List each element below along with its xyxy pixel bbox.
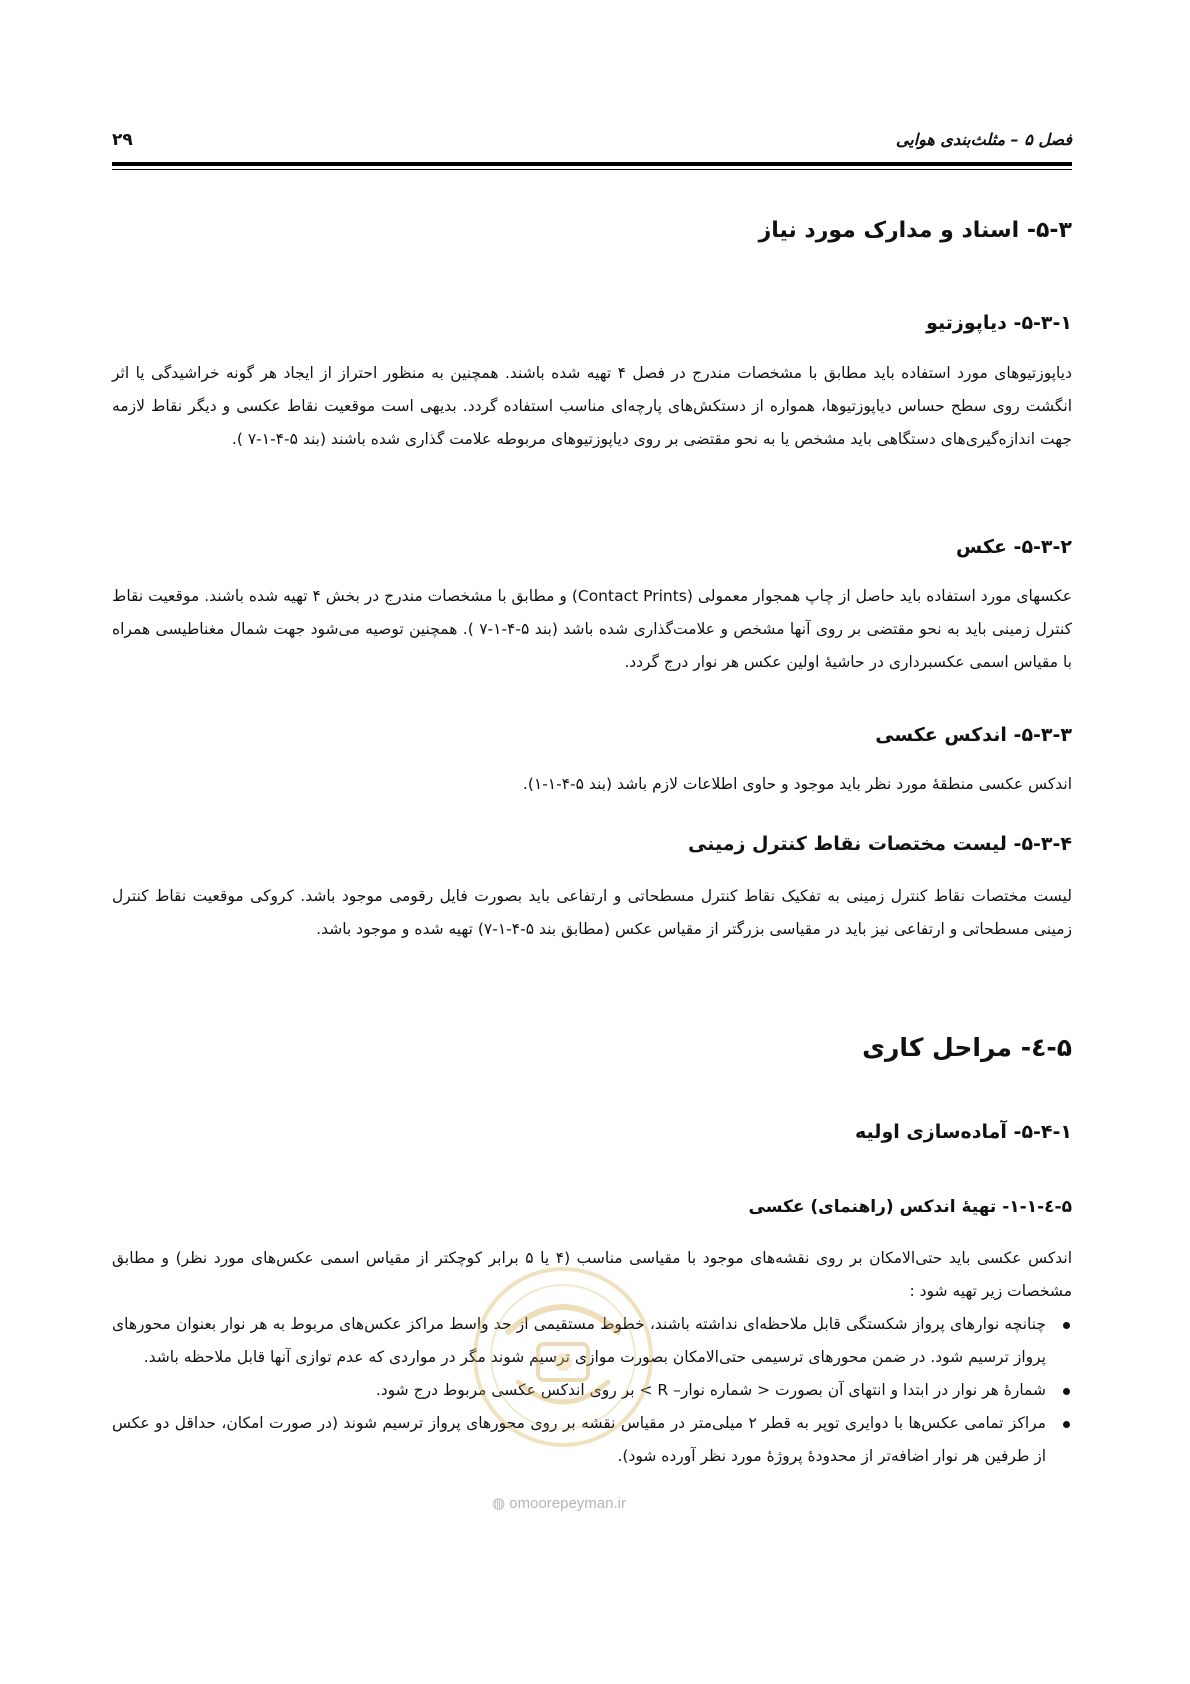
bullet-icon [1063, 1388, 1070, 1395]
paragraph-5-3-4 [112, 880, 1072, 946]
list-item-text: شمارهٔ هر نوار در ابتدا و انتهای آن بصورت < شماره نوار– R > بر روی اندکس عکسی مربوط درج شود. [375, 1381, 1046, 1399]
subsection-heading-5-3-1: ۵-۳-۱- دیاپوزتیو [926, 312, 1072, 334]
chapter-title: فصل ۵ – مثلث‌بندی هوایی [895, 130, 1072, 149]
list-item-text: مراکز تمامی عکس‌ها با دوایری توپر به قطر ۲ میلی‌متر در مقیاس نقشه بر روی محورهای پرواز ترسیم شوند (در صورت امکان، حداقل دو عکس از طرفین هر نوار اضافه‌تر از محدودهٔ پروژهٔ مورد نظر آورده شود). [112, 1414, 1046, 1465]
watermark-seal-icon [468, 1262, 658, 1452]
bullet-icon [1063, 1421, 1070, 1428]
paragraph-5-3-3 [112, 768, 1072, 801]
section-heading-5-4: ۵-٤- مراحل کاری [862, 1033, 1072, 1062]
bullet-icon [1063, 1322, 1070, 1329]
page-number: ۲۹ [112, 130, 133, 150]
paragraph-text: اندکس عکسی باید حتی‌الامکان بر روی نقشه‌های موجود با مقیاسی مناسب (۴ یا ۵ برابر کوچکتر از مقیاس اسمی عکس‌های مورد نظر) و مطابق مشخصات زیر تهیه شود : [112, 1249, 1073, 1300]
paragraph-text: دیاپوزتیوهای مورد استفاده باید مطابق با مشخصات مندرج در فصل ۴ تهیه شده باشند. همچنین به منظور احتراز از ایجاد هر گونه خراشیدگی یا اثر انگشت روی سطح حساس دیاپوزتیوها، همواره از دستکش‌های پارچه‌ای مناسب استفاده گردد. بدیهی است موقعیت نقاط عکسی و دیگر نقاط لازمه جهت اندازه‌گیری‌های دستگاهی باید مشخص یا به نحو مقتضی بر روی دیاپوزتیوهای مربوطه علامت گذاری شده باشند (بند ۵-۴-۱-۷ ). [112, 364, 1072, 448]
running-header [112, 130, 1072, 156]
paragraph-text: عکسهای مورد استفاده باید حاصل از چاپ همجوار معمولی (Contact Prints) و مطابق با مشخصات مندرج در بخش ۴ تهیه شده باشند. موقعیت نقاط کنترل زمینی باید به نحو مقتضی بر روی آنها مشخص و علامت‌گذاری شده باشد (بند ۵-۴-۱-۷ ). همچنین توصیه می‌شود جهت شمال مغناطیسی همراه با مقیاس اسمی عکسبرداری در حاشیهٔ اولین عکس هر نوار درج گردد. [112, 587, 1073, 671]
paragraph-text: اندکس عکسی منطقهٔ مورد نظر باید موجود و حاوی اطلاعات لازم باشد (بند ۵-۴-۱-۱). [522, 775, 1072, 793]
watermark-globe-icon: ◍ [492, 1495, 506, 1512]
subsection-heading-5-3-2: ۵-۳-۲- عکس [956, 536, 1072, 558]
paragraph-5-3-2 [112, 580, 1072, 679]
header-rule-thick [112, 162, 1072, 166]
list-item-text: چنانچه نوارهای پرواز شکستگی قابل ملاحظه‌ای نداشته باشند، خطوط مستقیمی از حد واسط مراکز عکس‌های مربوط به هر نوار بعنوان محورهای پرواز ترسیم شود. در ضمن محورهای ترسیمی حتی‌الامکان بصورت موازی ترسیم شوند مگر در مواردی که عدم توازی آنها قابل ملاحظه باشد. [112, 1315, 1046, 1366]
subsection-heading-5-3-3: ۵-۳-۳- اندکس عکسی [875, 724, 1072, 746]
section-heading-5-3: ۵-۳- اسناد و مدارک مورد نیاز [758, 218, 1072, 243]
header-rule-thin [112, 169, 1072, 170]
paragraph-5-3-1 [112, 357, 1072, 456]
paragraph-text: لیست مختصات نقاط کنترل زمینی به تفکیک نقاط کنترل مسطحاتی و ارتفاعی باید بصورت فایل رقومی موجود باشد. کروکی موقعیت نقاط کنترل زمینی مسطحاتی و ارتفاعی نیز باید در مقیاسی بزرگتر از مقیاس عکس (مطابق بند ۵-۴-۱-۷) تهیه شده و موجود باشد. [112, 887, 1072, 938]
watermark-site-text: omoorepeyman.ir [509, 1495, 626, 1512]
watermark-site [492, 1494, 626, 1512]
subsection-heading-5-3-4: ۵-۳-۴- لیست مختصات نقاط کنترل زمینی [688, 833, 1072, 855]
subsection-heading-5-4-1-1: ۵-٤-۱-۱- تهیهٔ اندکس (راهنمای) عکسی [748, 1197, 1072, 1217]
subsection-heading-5-4-1: ۵-۴-۱- آماده‌سازی اولیه [855, 1121, 1072, 1143]
